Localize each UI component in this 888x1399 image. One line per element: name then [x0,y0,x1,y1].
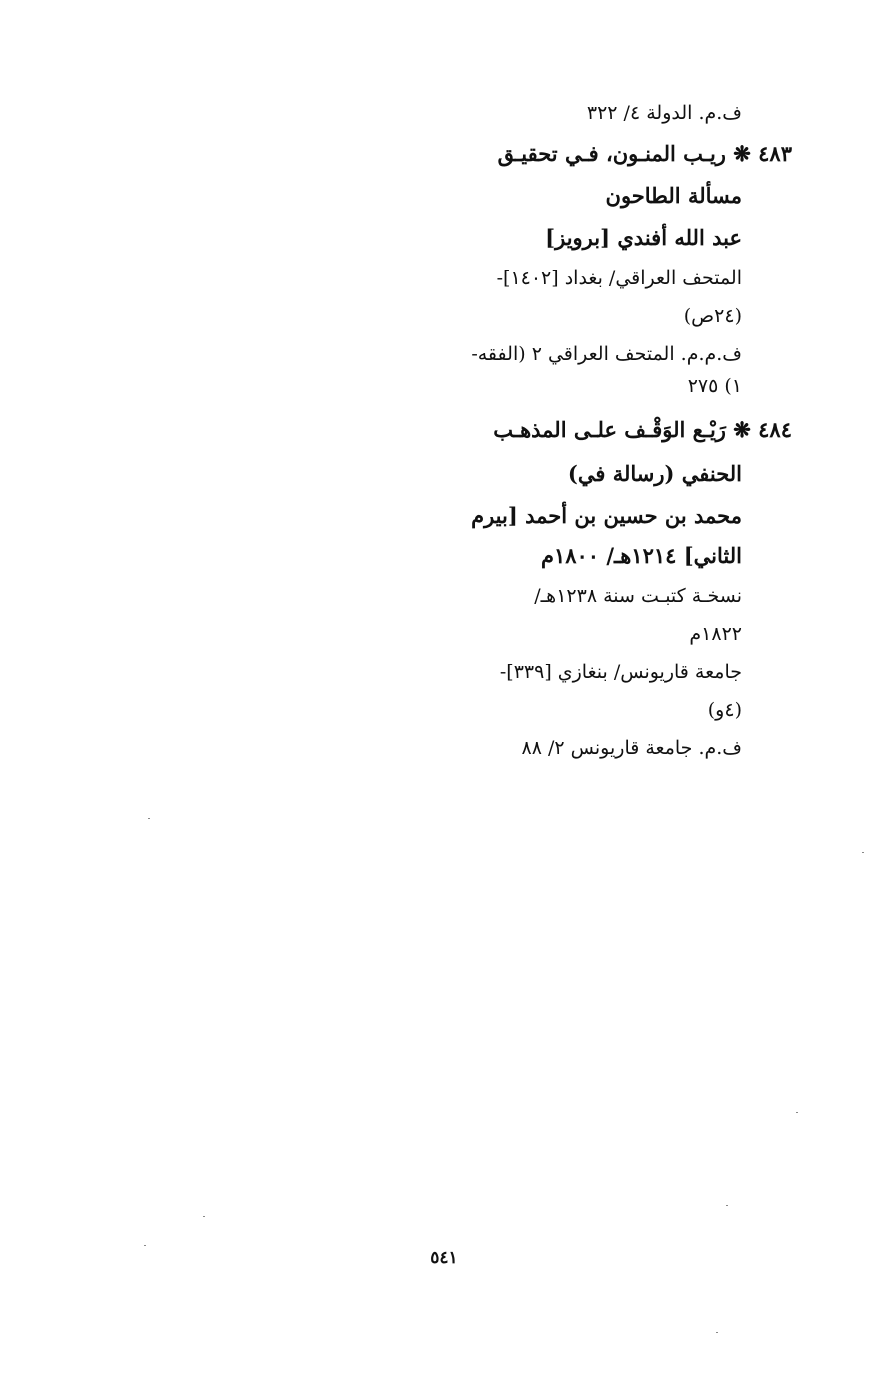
entry-484-title-line-2: الحنفي (رسالة في) [567,461,742,486]
entry-483-catalog-ref-line-1: ف.م.م. المتحف العراقي ٢ (الفقه- [471,343,742,365]
entry-483-library: المتحف العراقي/ بغداد [١٤٠٢]- [496,267,742,289]
entry-484-copy-date-line-2: ١٨٢٢م [689,623,742,645]
entry-483-catalog-ref-line-2: ١) ٢٧٥ [687,375,742,397]
entry-484-author-line-1: محمد بن حسين بن أحمد [بيرم [471,503,742,528]
scan-speck [148,818,150,819]
scan-speck [862,852,864,853]
entry-484-copy-date-line-1: نسخـة كتبـت سنة ١٢٣٨هـ/ [534,585,742,607]
scan-speck [726,1205,728,1206]
entry-484-author-line-2: الثاني] ١٢١٤هـ/ ١٨٠٠م [540,543,742,568]
entry-483-author: عبد الله أفندي [برويز] [545,225,742,250]
entry-483-pages: (٢٤ص) [683,305,742,327]
page-number: ٥٤١ [430,1248,458,1268]
entry-483-title-line-1: ٤٨٣ ❋ ريـب المنـون، فـي تحقيـق [497,141,792,166]
scan-speck [144,1245,146,1246]
scan-speck [796,1112,798,1113]
entry-484-catalog-ref: ف.م. جامعة قاريونس ٢/ ٨٨ [521,737,742,759]
scan-speck [203,1216,205,1217]
entry-483-title-line-2: مسألة الطاحون [605,183,742,208]
entry-482-source-ref: ف.م. الدولة ٤/ ٣٢٢ [586,102,742,124]
scan-speck [716,1332,718,1333]
entry-484-folios: (٤و) [707,699,742,721]
entry-484-title-line-1: ٤٨٤ ❋ رَيْـع الوَقْـف علـى المذهـب [493,417,792,442]
entry-484-library: جامعة قاريونس/ بنغازي [٣٣٩]- [499,661,742,683]
